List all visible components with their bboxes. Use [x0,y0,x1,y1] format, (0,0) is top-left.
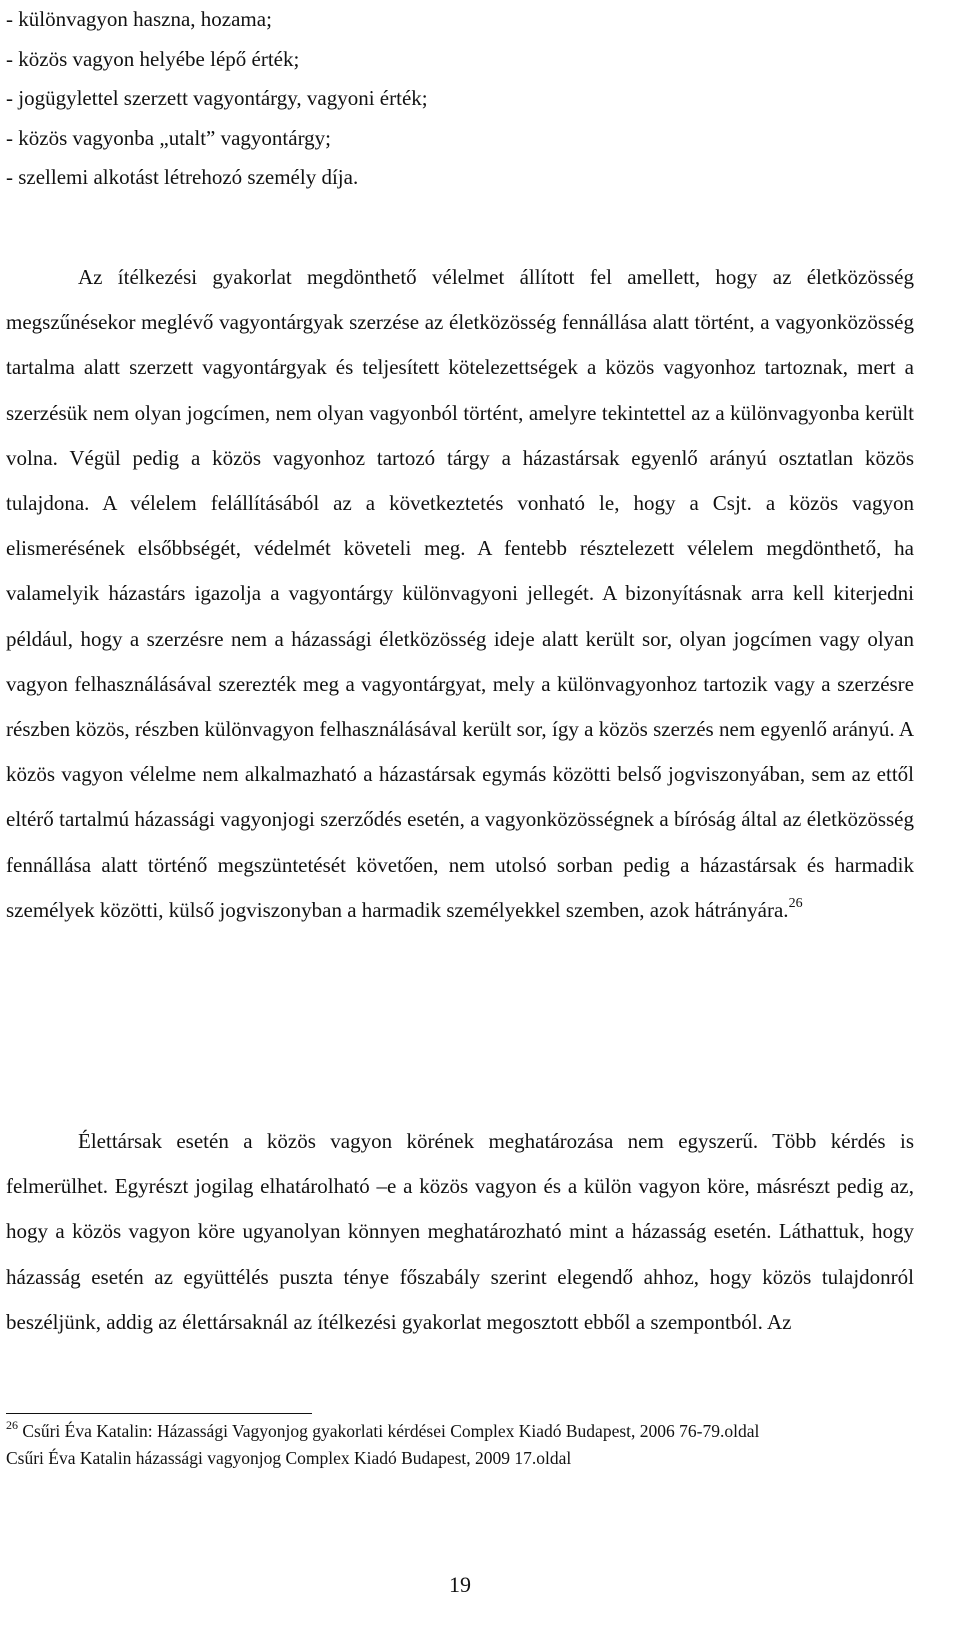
body-paragraph [6,1119,914,1345]
list-item: - közös vagyon helyébe lépő érték; [6,46,300,71]
list-item: - különvagyon haszna, hozama; [6,7,272,31]
footnote [6,1445,866,1472]
list-item: - jogügylettel szerzett vagyontárgy, vagyoni érték; [6,86,428,110]
bullet-list [6,0,906,198]
list-item: - közös vagyonba „utalt” vagyontárgy; [6,125,332,150]
footnote-marker: 26 [6,1418,18,1432]
footnote-separator [6,1413,312,1414]
footnote [6,1418,866,1445]
footnotes [6,1418,866,1472]
footnote-text: Csűri Éva Katalin: Házassági Vagyonjog gyakorlati kérdései Complex Kiadó Budapest, 2006 76-79.oldal [18,1421,760,1441]
footnote-reference: 26 [788,895,803,911]
body-paragraph [6,255,914,933]
paragraph-text: Az ítélkezési gyakorlat megdönthető vélelmet állított fel amellett, hogy az életközösség megszűnésekor meglévő vagyontárgyak szerzése az életközösség fennállása alatt történt, a vagyonközösség tartalma alatt szerzett vagyontárgyak és teljesített kötelezettségek a közös vagyonhoz tartoznak, mert a szerzésük nem olyan jogcímen, nem olyan vagyonból történt, amelyre tekintettel az a különvagyonba került volna. Végül pedig a közös vagyonhoz tartozó tárgy a házastársak egyenlő arányú osztatlan közös tulajdona. A vélelem felállításából az a következtetés vonható le, hogy a Csjt. a közös vagyon elismerésének elsőbbségét, védelmét követeli meg. A fentebb résztelezett vélelem megdönthető, ha valamelyik házastárs igazolja a vagyontárgy különvagyoni jellegét. A bizonyításnak arra kell kiterjedni például, hogy a szerzésre nem a házassági életközösség ideje alatt került sor, olyan jogcímen vagy olyan vagyon felhasználásával szerezték meg a vagyontárgyat, mely a különvagyonhoz tartozik vagy a szerzésre részben közös, részben különvagyon felhasználásával került sor, így a közös szerzés nem egyenlő arányú. A közös vagyon vélelme nem alkalmazható a házastársak egymás közötti belső jogviszonyában, sem az ettől eltérő tartalmú házassági vagyonjogi szerződés esetén, a vagyonközösségnek a bíróság által az életközösség fennállása alatt történő megszüntetését követően, nem utolsó sorban pedig a házastársak és harmadik személyek közötti, külső jogviszonyban a harmadik személyekkel szemben, azok hátrányára. [6,265,914,922]
page-number: 19 [449,1572,471,1597]
footnote-text: Csűri Éva Katalin házassági vagyonjog Complex Kiadó Budapest, 2009 17.oldal [6,1448,572,1468]
paragraph-text: Élettársak esetén a közös vagyon körének meghatározása nem egyszerű. Több kérdés is felmerülhet. Egyrészt jogilag elhatárolható –e a közös vagyon és a külön vagyon köre, másrészt pedig az, hogy a közös vagyon köre ugyanolyan könnyen meghatározható mint a házasság esetén. Láthattuk, hogy házasság esetén az együttélés puszta ténye főszabály szerint elegendő ahhoz, hogy közös tulajdonról beszéljünk, addig az élettársaknál az ítélkezési gyakorlat megosztott ebből a szempontból. Az [6,1129,914,1334]
list-item: - szellemi alkotást létrehozó személy díja. [6,165,359,189]
